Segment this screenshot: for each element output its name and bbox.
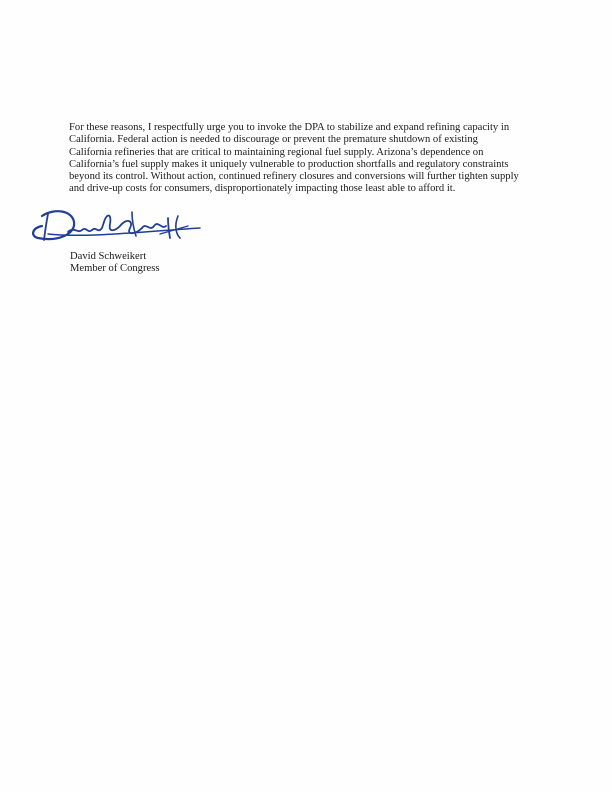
body-line: beyond its control. Without action, continued refinery closures and conversions will further tighten supply — [69, 171, 519, 183]
letter-body-paragraph — [69, 122, 549, 196]
body-line: California refineries that are critical to maintaining regional fuel supply. Arizona’s dependence on — [69, 146, 484, 158]
signer-name: David Schweikert — [70, 251, 147, 262]
body-line: California’s fuel supply makes it uniquely vulnerable to production shortfalls and regulatory constraints — [69, 158, 509, 170]
body-line: and drive-up costs for consumers, disproportionately impacting those least able to afford it. — [69, 183, 456, 195]
body-line: For these reasons, I respectfully urge you to invoke the DPA to stabilize and expand refining capacity in — [69, 122, 510, 133]
handwritten-signature — [28, 204, 203, 252]
signer-block — [70, 251, 159, 276]
body-line: California. Federal action is needed to discourage or prevent the premature shutdown of existing — [69, 134, 478, 146]
signer-title: Member of Congress — [70, 263, 160, 275]
